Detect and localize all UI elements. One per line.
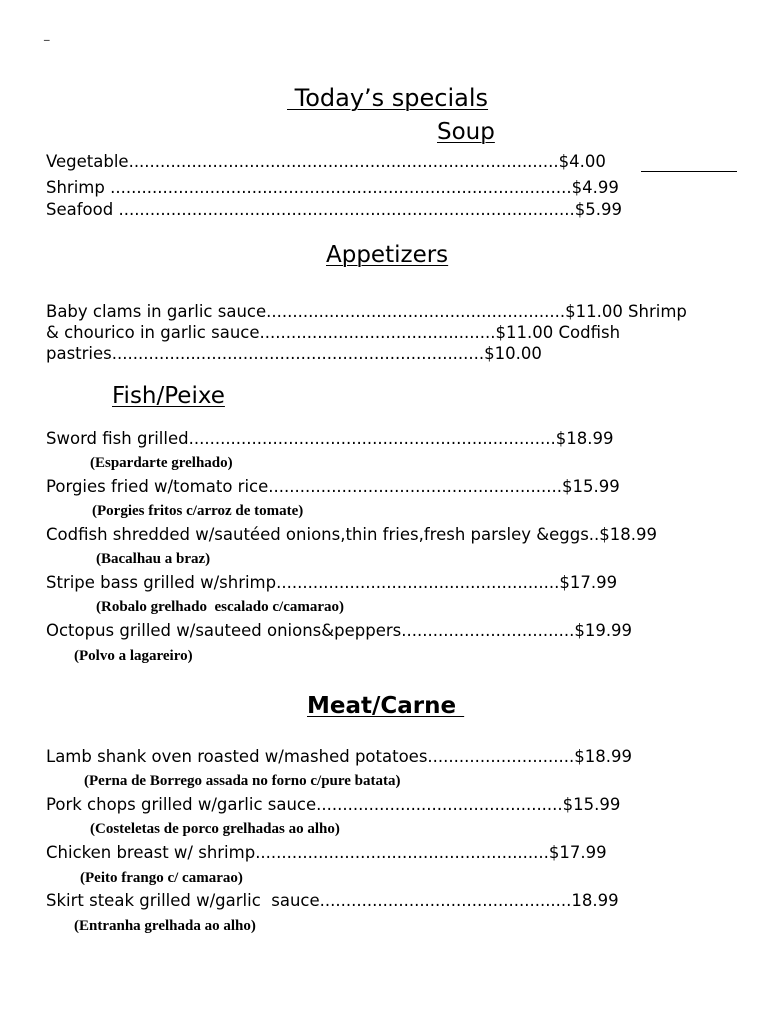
soup-item: Seafood .......................................................................................$5.99	[46, 200, 622, 219]
fish-item-translation: (Bacalhau a braz)	[96, 551, 211, 567]
appetizers-line: pastries.......................................................................$10.00	[46, 344, 542, 363]
meat-item: Skirt steak grilled w/garlic sauce................................................18.99	[46, 891, 619, 910]
appetizers-line: & chourico in garlic sauce.............................................$11.00 Codfish	[46, 323, 621, 342]
meat-item: Pork chops grilled w/garlic sauce...............................................$15.99	[46, 795, 621, 814]
fish-item: Sword fish grilled......................................................................$18.99	[46, 429, 614, 448]
fish-item: Porgies fried w/tomato rice........................................................$15.99	[46, 477, 620, 496]
fish-item: Stripe bass grilled w/shrimp......................................................$17.99	[46, 573, 618, 592]
fish-item-translation: (Espardarte grelhado)	[90, 455, 233, 471]
meat-item: Chicken breast w/ shrimp........................................................$17.99	[46, 843, 607, 862]
meat-item-translation: (Entranha grelhada ao alho)	[74, 918, 256, 934]
meat-item-translation: (Peito frango c/ camarao)	[80, 870, 243, 886]
fish-heading: Fish/Peixe	[112, 383, 225, 409]
meat-item: Lamb shank oven roasted w/mashed potatoes............................$18.99	[46, 747, 633, 766]
page-title: Today’s specials	[287, 84, 489, 112]
soup-item: Vegetable..................................................................................$4.00	[46, 152, 606, 171]
soup-underline	[641, 171, 737, 172]
fish-item-translation: (Polvo a lagareiro)	[74, 648, 193, 664]
soup-item: Shrimp ........................................................................................$4.99	[46, 178, 619, 197]
meat-item-translation: (Perna de Borrego assada no forno c/pure batata)	[84, 773, 401, 789]
appetizers-line: Baby clams in garlic sauce.........................................................$11.00 Shrimp	[46, 302, 687, 321]
appetizers-heading: Appetizers	[326, 242, 449, 268]
fish-item-translation: (Porgies fritos c/arroz de tomate)	[92, 503, 304, 519]
meat-item-translation: (Costeletas de porco grelhadas ao alho)	[90, 821, 340, 837]
fish-item: Octopus grilled w/sauteed onions&peppers.................................$19.99	[46, 621, 633, 640]
fish-item: Codfish shredded w/sautéed onions,thin fries,fresh parsley &eggs..$18.99	[46, 525, 658, 544]
top-mark: _	[44, 28, 50, 41]
fish-item-translation: (Robalo grelhado escalado c/camarao)	[96, 599, 345, 615]
meat-heading: Meat/Carne	[307, 693, 465, 719]
soup-heading: Soup	[437, 119, 495, 145]
